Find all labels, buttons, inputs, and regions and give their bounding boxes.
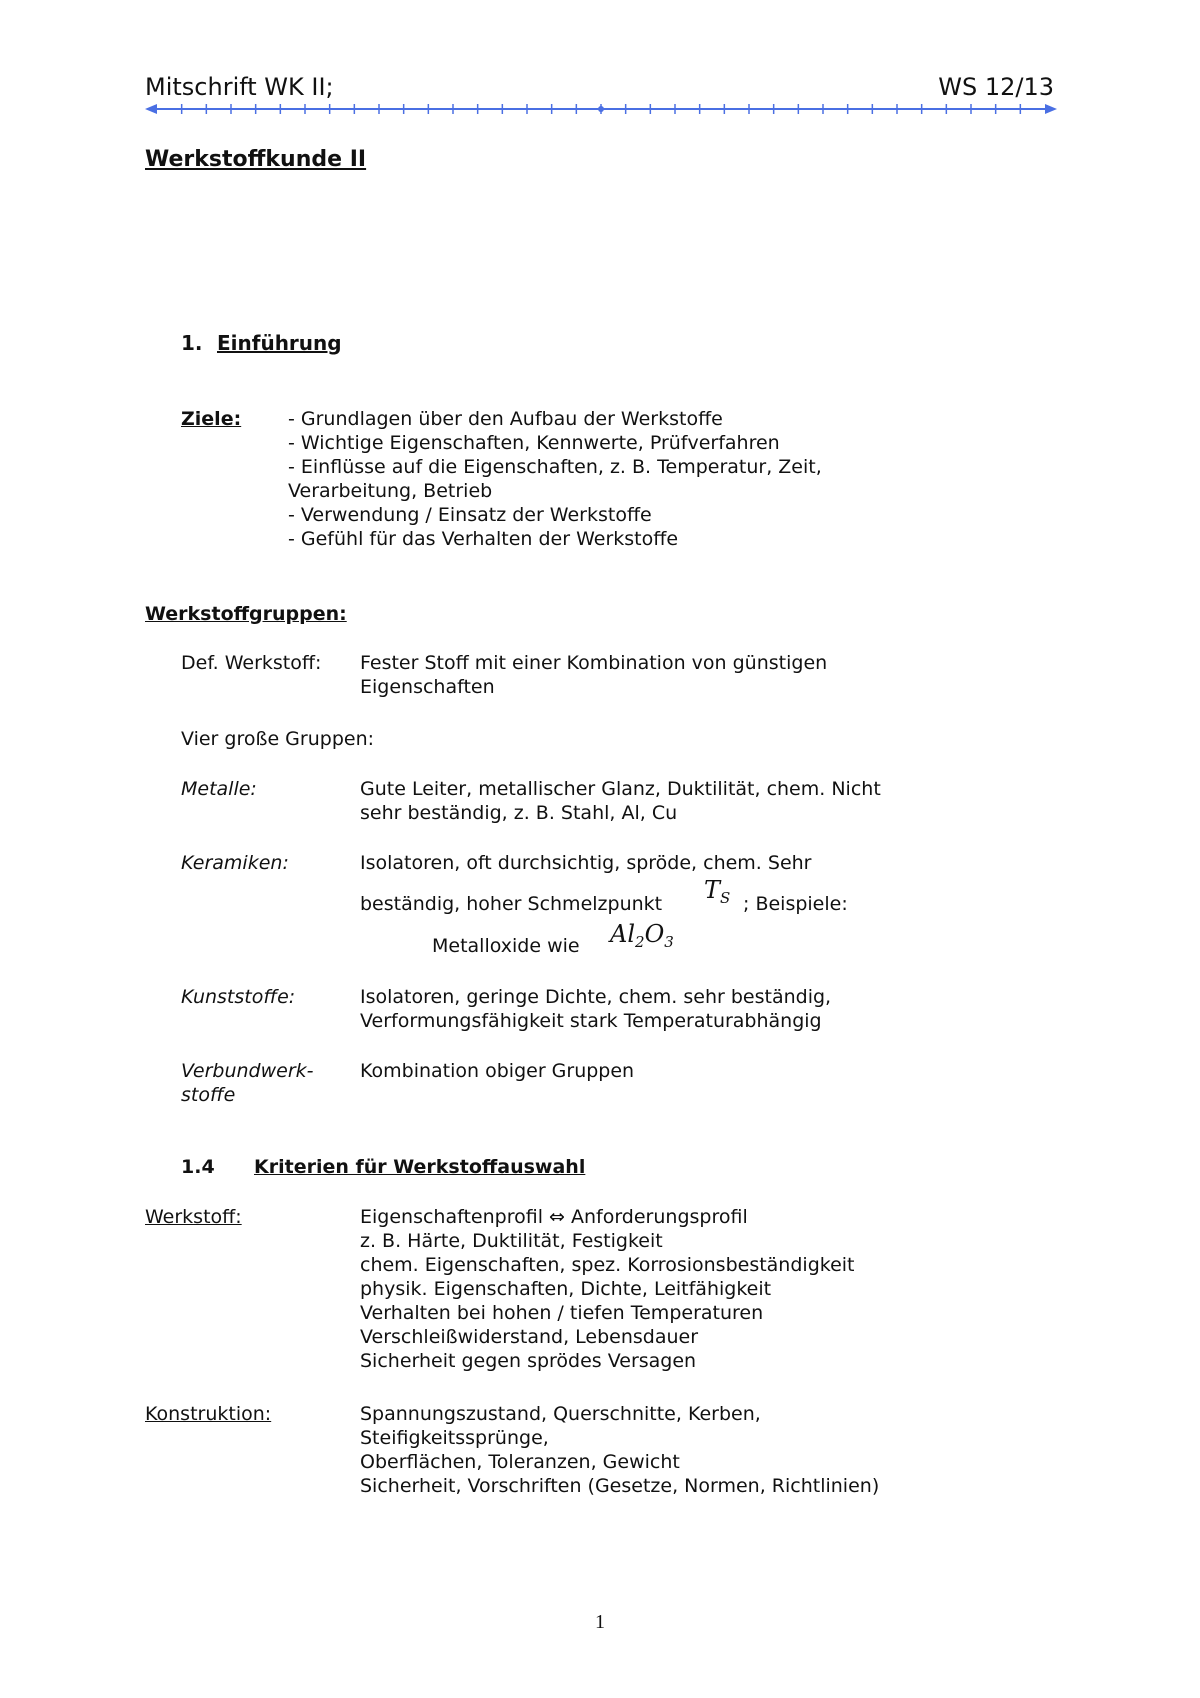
ziele-item: Verarbeitung, Betrieb	[288, 480, 493, 502]
werkstoff-label: Werkstoff:	[145, 1206, 242, 1228]
verbund-label	[181, 1059, 314, 1107]
groups-intro: Vier große Gruppen:	[181, 728, 375, 750]
werkstoff-criteria-line: chem. Eigenschaften, spez. Korrosionsbeständigkeit	[360, 1254, 855, 1276]
def-text-line: Eigenschaften	[360, 676, 495, 698]
keramiken-line-2	[360, 876, 960, 920]
section-1-number: 1.	[181, 331, 203, 355]
keramiken-line-2b: ; Beispiele:	[743, 893, 848, 915]
keramiken-text	[360, 851, 940, 875]
formula-sub-2: 3	[664, 933, 674, 951]
al2o3-formula	[610, 922, 674, 954]
metalle-line: sehr beständig, z. B. Stahl, Al, Cu	[360, 802, 678, 824]
ziele-item: - Grundlagen über den Aufbau der Werkstoffe	[288, 408, 723, 430]
header-ruler	[145, 102, 1057, 116]
keramiken-line-2a: beständig, hoher Schmelzpunkt	[360, 893, 663, 915]
verbund-text: Kombination obiger Gruppen	[360, 1060, 635, 1082]
ziele-label: Ziele:	[181, 408, 242, 430]
formula-o: O	[644, 920, 665, 948]
verbund-label-line: stoffe	[181, 1084, 236, 1106]
werkstoff-criteria-line: Eigenschaftenprofil ⇔ Anforderungsprofil	[360, 1206, 748, 1228]
konstruktion-criteria-line: Oberflächen, Toleranzen, Gewicht	[360, 1451, 680, 1473]
formula-sub-1: 2	[635, 933, 645, 951]
section-1-heading	[181, 331, 342, 355]
page-number: 1	[595, 1611, 605, 1633]
def-text-line: Fester Stoff mit einer Kombination von günstigen	[360, 652, 828, 674]
werkstoff-criteria-line: Verschleißwiderstand, Lebensdauer	[360, 1326, 699, 1348]
ts-sub: S	[720, 889, 731, 907]
konstruktion-label: Konstruktion:	[145, 1403, 272, 1425]
ts-main: T	[704, 876, 721, 904]
konstruktion-criteria-line: Spannungszustand, Querschnitte, Kerben,	[360, 1403, 761, 1425]
section-1-4-title: Kriterien für Werkstoffauswahl	[254, 1156, 586, 1178]
werkstoff-criteria	[360, 1205, 980, 1373]
konstruktion-criteria-line: Sicherheit, Vorschriften (Gesetze, Normen, Richtlinien)	[360, 1475, 880, 1497]
ruler-center-dot	[598, 106, 604, 112]
kunststoffe-line: Verformungsfähigkeit stark Temperaturabhängig	[360, 1010, 822, 1032]
def-label: Def. Werkstoff:	[181, 652, 322, 674]
keramiken-label: Keramiken:	[181, 852, 289, 874]
metalle-text	[360, 777, 940, 825]
ziele-item: - Verwendung / Einsatz der Werkstoffe	[288, 504, 652, 526]
ziele-item: - Gefühl für das Verhalten der Werkstoffe	[288, 528, 679, 550]
document-title: Werkstoffkunde II	[145, 147, 367, 172]
ruler-graphic	[145, 102, 1057, 116]
verbund-label-line: Verbundwerk-	[181, 1060, 314, 1082]
werkstoff-criteria-line: z. B. Härte, Duktilität, Festigkeit	[360, 1230, 663, 1252]
kunststoffe-line: Isolatoren, geringe Dichte, chem. sehr beständig,	[360, 986, 832, 1008]
ziele-list	[288, 407, 908, 551]
def-text	[360, 651, 940, 699]
keramiken-line-3	[432, 920, 832, 960]
ziele-item: - Wichtige Eigenschaften, Kennwerte, Prüfverfahren	[288, 432, 780, 454]
keramiken-line: Isolatoren, oft durchsichtig, spröde, chem. Sehr	[360, 852, 812, 874]
ruler-arrow-right	[1045, 104, 1057, 114]
werkstoff-criteria-line: Verhalten bei hohen / tiefen Temperaturen	[360, 1302, 764, 1324]
konstruktion-criteria	[360, 1402, 980, 1498]
section-1-4-number: 1.4	[181, 1156, 215, 1178]
metalle-label: Metalle:	[181, 778, 257, 800]
ziele-item: - Einflüsse auf die Eigenschaften, z. B. Temperatur, Zeit,	[288, 456, 822, 478]
kunststoffe-text	[360, 985, 940, 1033]
formula-al: Al	[610, 920, 636, 948]
werkstoff-criteria-line: Sicherheit gegen sprödes Versagen	[360, 1350, 697, 1372]
werkstoffgruppen-heading: Werkstoffgruppen:	[145, 603, 347, 625]
konstruktion-criteria-line: Steifigkeitssprünge,	[360, 1427, 549, 1449]
header-right: WS 12/13	[938, 73, 1054, 101]
schmelzpunkt-symbol	[704, 878, 730, 910]
header-left: Mitschrift WK II;	[145, 73, 334, 101]
kunststoffe-label: Kunststoffe:	[181, 986, 296, 1008]
werkstoff-criteria-line: physik. Eigenschaften, Dichte, Leitfähigkeit	[360, 1278, 772, 1300]
keramiken-line-3-text: Metalloxide wie	[432, 935, 580, 957]
section-1-title: Einführung	[217, 331, 342, 355]
ruler-arrow-left	[145, 104, 157, 114]
metalle-line: Gute Leiter, metallischer Glanz, Duktilität, chem. Nicht	[360, 778, 881, 800]
section-1-4-heading	[181, 1155, 585, 1179]
